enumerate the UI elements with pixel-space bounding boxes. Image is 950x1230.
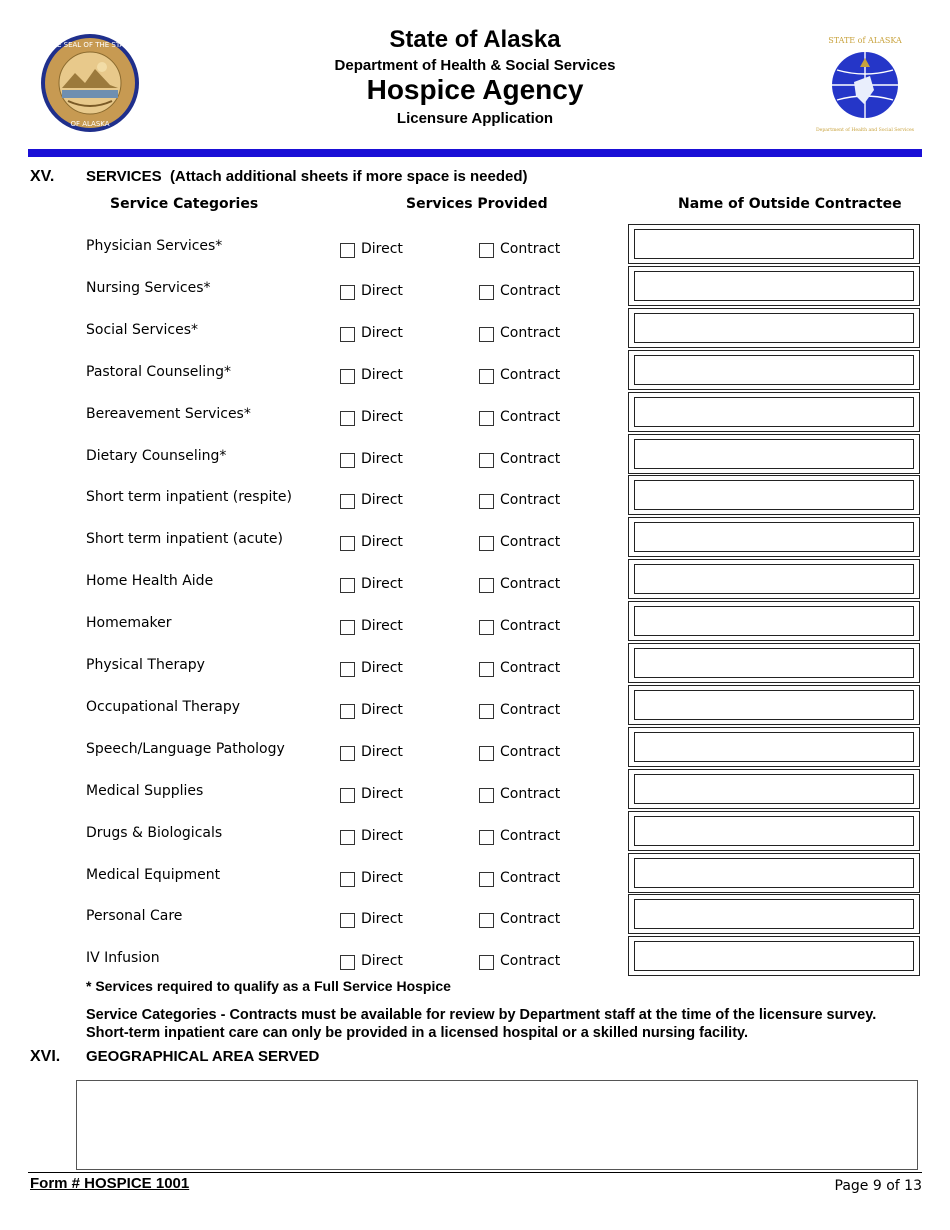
contractee-name-input[interactable] [634,816,914,846]
contractee-name-input[interactable] [634,648,914,678]
contract-label: Contract [500,534,561,551]
contract-checkbox[interactable] [479,872,494,887]
direct-label: Direct [361,576,403,593]
column-header-contractee: Name of Outside Contractee [678,196,902,212]
contract-label: Contract [500,576,561,593]
contract-checkbox[interactable] [479,620,494,635]
direct-label: Direct [361,366,403,383]
contract-checkbox[interactable] [479,243,494,258]
direct-checkbox[interactable] [340,453,355,468]
contractee-field-frame [628,894,920,934]
section-xv-note: (Attach additional sheets if more space is needed) [169,168,528,185]
direct-checkbox[interactable] [340,830,355,845]
direct-label: Direct [361,660,403,676]
contractee-name-input[interactable] [634,774,914,804]
right-seal-text-bottom: Department of Health and Social Services [815,128,915,133]
direct-checkbox[interactable] [340,620,355,635]
contractee-field-frame [628,308,920,348]
contract-label: Contract [500,660,561,676]
contractee-name-input[interactable] [634,732,914,762]
direct-checkbox[interactable] [340,327,355,342]
contractee-name-input[interactable] [634,690,914,720]
service-label: Physician Services* [86,238,223,254]
contractee-field-frame [628,936,920,976]
contractee-field-frame [628,434,920,474]
left-seal-text-bottom: OF ALASKA [70,120,110,128]
contract-label: Contract [500,450,561,467]
contract-label: Contract [500,282,561,299]
direct-label: Direct [361,534,403,551]
contractee-name-input[interactable] [634,229,914,259]
contractee-field-frame [628,392,920,432]
contract-checkbox[interactable] [479,327,494,342]
service-label: Home Health Aide [86,573,214,590]
contract-checkbox[interactable] [479,955,494,970]
section-xv-heading [86,168,528,185]
contract-checkbox[interactable] [479,830,494,845]
contract-label: Contract [500,366,561,383]
direct-checkbox[interactable] [340,411,355,426]
direct-label: Direct [361,785,403,802]
right-seal-text-top: STATE of ALASKA [828,36,902,45]
contract-checkbox[interactable] [479,662,494,677]
section-xvi-title: GEOGRAPHICAL AREA SERVED [86,1048,320,1065]
direct-checkbox[interactable] [340,788,355,803]
contract-checkbox[interactable] [479,285,494,300]
direct-label: Direct [361,869,403,886]
direct-label: Direct [361,827,403,844]
service-label: Drugs & Biologicals [86,824,223,841]
direct-checkbox[interactable] [340,704,355,719]
contract-label: Contract [500,492,561,509]
page-number: Page 9 of 13 [834,1178,922,1194]
contract-label: Contract [500,241,561,257]
direct-checkbox[interactable] [340,913,355,928]
direct-label: Direct [361,743,403,760]
header-divider-bar [28,149,922,157]
contract-checkbox[interactable] [479,578,494,593]
contractee-name-input[interactable] [634,941,914,971]
service-label: Medical Supplies [86,782,204,799]
service-label: Pastoral Counseling* [86,363,231,380]
service-label: Dietary Counseling* [86,447,227,464]
contractee-field-frame [628,727,920,767]
service-label: Speech/Language Pathology [86,740,285,757]
contract-label: Contract [500,827,561,844]
direct-label: Direct [361,282,403,299]
section-xv-title: SERVICES [86,168,162,185]
section-xvi-number: XVI. [30,1048,61,1065]
contractee-field-frame [628,643,920,683]
direct-checkbox[interactable] [340,746,355,761]
contract-label: Contract [500,324,561,341]
direct-label: Direct [361,953,403,970]
service-label: Homemaker [86,615,172,632]
contractee-name-input[interactable] [634,480,914,510]
direct-label: Direct [361,618,403,635]
contractee-field-frame [628,769,920,809]
contract-label: Contract [500,911,561,928]
contract-checkbox[interactable] [479,746,494,761]
direct-checkbox[interactable] [340,662,355,677]
direct-label: Direct [361,492,403,509]
contractee-name-input[interactable] [634,397,914,427]
section-xv-number: XV. [30,168,55,185]
direct-checkbox[interactable] [340,285,355,300]
contractee-name-input[interactable] [634,313,914,343]
contractee-field-frame [628,475,920,515]
service-label: Physical Therapy [86,657,205,673]
service-label: IV Infusion [86,950,160,967]
agency-title: Hospice Agency [366,74,584,105]
contractee-name-input[interactable] [634,355,914,385]
application-subtitle: Licensure Application [396,110,554,127]
contractee-name-input[interactable] [634,564,914,594]
column-header-provided: Services Provided [406,196,548,212]
direct-label: Direct [361,324,403,341]
contract-checkbox[interactable] [479,788,494,803]
column-header-categories: Service Categories [110,196,259,212]
contractee-name-input[interactable] [634,899,914,929]
contractee-field-frame [628,224,920,264]
geographical-area-input[interactable] [76,1080,918,1170]
contract-checkbox[interactable] [479,453,494,468]
footer-rule [28,1172,922,1173]
contract-label: Contract [500,701,561,718]
contract-label: Contract [500,869,561,886]
direct-checkbox[interactable] [340,955,355,970]
direct-label: Direct [361,241,403,257]
contract-label: Contract [500,743,561,760]
contract-label: Contract [500,618,561,635]
contract-checkbox[interactable] [479,494,494,509]
direct-checkbox[interactable] [340,578,355,593]
service-label: Social Services* [86,321,198,338]
direct-label: Direct [361,450,403,467]
contract-checkbox[interactable] [479,411,494,426]
contractee-name-input[interactable] [634,271,914,301]
contractee-field-frame [628,559,920,599]
service-label: Short term inpatient (respite) [86,489,292,506]
direct-checkbox[interactable] [340,536,355,551]
direct-checkbox[interactable] [340,243,355,258]
service-categories-paragraph: Service Categories - Contracts must be available for review by Department staff at the time of the licensure survey. Short-term inpatient care can only be provided in a licensed hospital or a skilled nursing facility. [86,1007,877,1041]
required-services-footnote: * Services required to qualify as a Full Service Hospice [86,978,451,994]
service-label: Personal Care [86,908,183,925]
contractee-field-frame [628,811,920,851]
contract-checkbox[interactable] [479,536,494,551]
left-seal-text-top: THE SEAL OF THE STATE [47,41,133,49]
contractee-name-input[interactable] [634,606,914,636]
state-title: State of Alaska [389,26,561,53]
form-number: Form # HOSPICE 1001 [30,1175,190,1192]
contract-checkbox[interactable] [479,913,494,928]
contract-label: Contract [500,408,561,425]
direct-checkbox[interactable] [340,369,355,384]
contract-label: Contract [500,785,561,802]
direct-label: Direct [361,408,403,425]
contract-checkbox[interactable] [479,704,494,719]
contractee-name-input[interactable] [634,522,914,552]
service-label: Short term inpatient (acute) [86,531,283,548]
contractee-field-frame [628,601,920,641]
contractee-name-input[interactable] [634,439,914,469]
direct-label: Direct [361,911,403,928]
contractee-field-frame [628,517,920,557]
dhss-seal [812,30,918,136]
service-label: Bereavement Services* [86,405,251,422]
contract-checkbox[interactable] [479,369,494,384]
contractee-field-frame [628,853,920,893]
contractee-field-frame [628,685,920,725]
service-label: Medical Equipment [86,866,221,883]
direct-checkbox[interactable] [340,872,355,887]
direct-label: Direct [361,701,403,718]
contractee-field-frame [628,350,920,390]
contractee-field-frame [628,266,920,306]
contract-label: Contract [500,953,561,970]
service-label: Occupational Therapy [86,698,241,715]
service-label: Nursing Services* [86,279,211,296]
direct-checkbox[interactable] [340,494,355,509]
department-title: Department of Health & Social Services [334,57,616,74]
contractee-name-input[interactable] [634,858,914,888]
